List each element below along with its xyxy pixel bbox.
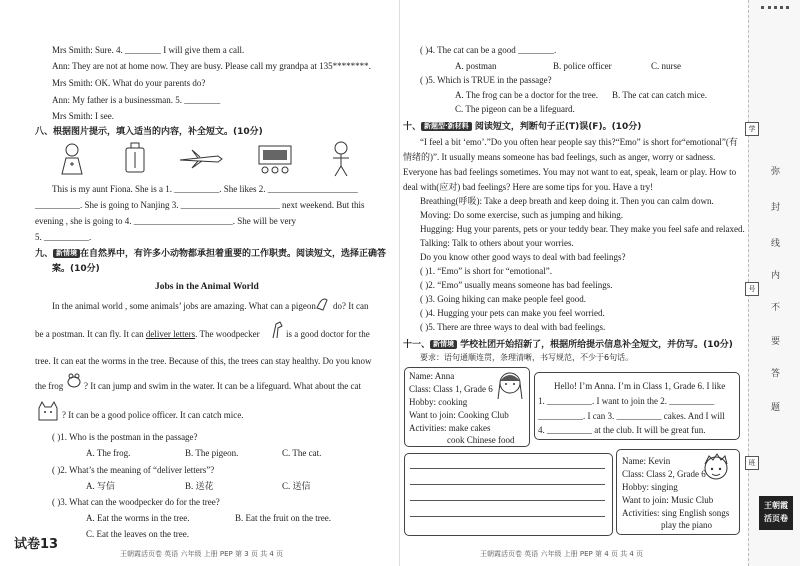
passage-line: deal with(应对) bad feelings? Here are some tips for you. Have a try!: [403, 182, 654, 192]
card-line: Activities: make cakes: [409, 423, 491, 433]
tf-question: ( )2. “Emo” usually means someone has bad feelings.: [420, 280, 613, 290]
strip-box: 学: [745, 122, 759, 136]
passage-line: be a postman. It can fly. It can deliver letters. The woodpecker: [35, 329, 260, 339]
card-line: Hobby: cooking: [409, 397, 468, 407]
section-10-title: 十、 新题型·新材料 阅读短文，判断句子正(T)误(F)。(10分): [403, 122, 642, 132]
passage-heading: Jobs in the Animal World: [155, 282, 259, 292]
tag-badge: 新情境: [53, 249, 80, 258]
writing-requirement: 要求：语句通顺连贯，条理清晰，书写规范，不少于6句话。: [420, 353, 634, 362]
card-line: Hobby: singing: [622, 482, 678, 492]
writing-line: [410, 484, 605, 485]
kevin-avatar-icon: [700, 452, 732, 486]
tf-question: ( )5. There are three ways to deal with bad feelings.: [420, 322, 606, 332]
sec8-line: This is my aunt Fiona. She is a 1. __________. She likes 2. ____________________: [52, 184, 358, 194]
dialog-line: Ann: My father is a businessman. 5. ________: [52, 95, 221, 105]
seal-char: 要: [771, 337, 781, 347]
question: ( )5. Which is TRUE in the passage?: [420, 75, 552, 85]
writing-line: [410, 468, 605, 469]
pigeon-icon: [315, 294, 329, 312]
option: C. The pigeon can be a lifeguard.: [455, 104, 575, 114]
option: A. postman: [455, 61, 497, 71]
card-line: Name: Anna: [409, 371, 455, 381]
passage-line: __________. I can 3. __________ cakes. And I will: [538, 411, 725, 421]
plane-icon: [178, 148, 224, 170]
passage-line: do? It can: [333, 301, 369, 311]
anna-avatar-icon: [496, 369, 524, 403]
option: C. The cat.: [282, 448, 322, 458]
question: ( )1. Who is the postman in the passage?: [52, 432, 198, 442]
passage-line: tree. It can eat the worms in the tree. Because of this, the trees can stay healthy. Do you know: [35, 356, 372, 366]
option: A. The frog can be a doctor for the tree.: [455, 90, 599, 100]
passage-line: ? It can be a good police officer. It can catch mice.: [62, 410, 244, 420]
cinema-icon: [255, 142, 295, 176]
passage-line: Talking: Talk to others about your worries.: [420, 238, 574, 248]
tag-badge: 新题型·新材料: [421, 122, 472, 131]
passage-line: 4. __________ at the club. It will be great fun.: [538, 425, 706, 435]
writing-area[interactable]: [404, 453, 613, 536]
passage-line: “I feel a bit ‘emo’.”Do you often hear people say this?“Emo” is short for“emotional”(有: [420, 137, 738, 147]
option: B. The cat can catch mice.: [612, 90, 708, 100]
card-line: Activities: sing English songs: [622, 508, 730, 518]
footer-text: 王朝霞活页卷 英语 六年级 上册 PEP 第 3 页 共 4 页: [120, 550, 284, 558]
tf-question: ( )3. Going hiking can make people feel good.: [420, 294, 586, 304]
option: A. Eat the worms in the tree.: [86, 513, 190, 523]
cat-icon: [35, 400, 61, 422]
section-8-title: 八、根据图片提示，填入适当的内容，补全短文。(10分): [35, 127, 263, 137]
tag-badge: 新情境: [430, 340, 457, 349]
seal-char: 题: [771, 403, 781, 413]
passage-line: Moving: Do some exercise, such as jumping and hiking.: [420, 210, 623, 220]
passage-line: In the animal world , some animals’ jobs are amazing. What can a pigeon: [52, 301, 316, 311]
nurse-icon: [52, 142, 92, 176]
passage-line: Breathing(呼吸): Take a deep breath and keep doing it. Then you can calm down.: [420, 196, 714, 206]
seal-char: 封: [771, 203, 781, 213]
happy-girl-icon: [328, 140, 354, 178]
tf-question: ( )4. Hugging your pets can make you feel worried.: [420, 308, 605, 318]
frog-icon: [66, 370, 82, 390]
dialog-line: Mrs Smith: OK. What do your parents do?: [52, 78, 206, 88]
option: C. nurse: [651, 61, 681, 71]
passage-line: is a good doctor for the: [286, 329, 370, 339]
page-number-badge: 试卷13: [14, 537, 59, 552]
passage-line: the frog: [35, 381, 64, 391]
strip-box: 号: [745, 282, 759, 296]
seal-char: 弥: [771, 167, 781, 177]
section-9-title: 九、 新情境 在自然界中，有许多小动物都承担着重要的工作职责。阅读短文，选择正确答: [35, 249, 387, 259]
seal-char: 线: [771, 239, 781, 249]
tf-question: ( )1. “Emo” is short for “emotional”.: [420, 266, 552, 276]
option: B. The pigeon.: [185, 448, 239, 458]
seal-char: 答: [771, 369, 781, 379]
option: C. Eat the leaves on the tree.: [86, 529, 189, 539]
writing-line: [410, 500, 605, 501]
option: B. 送花: [185, 481, 214, 491]
sec8-line: 5. __________.: [35, 232, 92, 242]
question: ( )3. What can the woodpecker do for the tree?: [52, 497, 220, 507]
dialog-line: Mrs Smith: Sure. 4. ________ I will give them a call.: [52, 45, 245, 55]
option: C. 送信: [282, 481, 311, 491]
section-9-title-2: 案。(10分): [52, 264, 100, 274]
suitcase-icon: [122, 140, 148, 176]
strip-marks: [761, 6, 789, 13]
binding-strip: [748, 0, 800, 566]
question: ( )4. The cat can be a good ________.: [420, 45, 557, 55]
seal-char: 内: [771, 271, 781, 281]
writing-line: [410, 516, 605, 517]
strip-box: 班: [745, 456, 759, 470]
option: B. Eat the fruit on the tree.: [235, 513, 331, 523]
option: B. police officer: [553, 61, 612, 71]
passage-line: Hugging: Hug your parents, pets or your teddy bear. They make you feel safe and relaxed.: [420, 224, 745, 234]
card-line: cook Chinese food: [447, 435, 515, 445]
page-divider: [399, 0, 400, 566]
sec8-line: evening , she is going to 4. ______________________. She will be very: [35, 216, 296, 226]
dialog-line: Mrs Smith: I see.: [52, 111, 114, 121]
seal-char: 不: [771, 303, 781, 313]
passage-line: Everyone has bad feelings sometimes. You may not want to eat, speak, learn or play. How to: [403, 167, 737, 177]
dialog-line: Ann: They are not at home now. They are busy. Please call my grandpa at 135********.: [52, 61, 371, 71]
option: A. 写信: [86, 481, 115, 491]
passage-line: 情绪的)”. It usually means someone has bad feelings, such as anger, worry or sadness.: [403, 152, 716, 162]
brand-logo: 王朝霞 活页卷: [759, 496, 793, 530]
option: A. The frog.: [86, 448, 131, 458]
footer-text: 王朝霞活页卷 英语 六年级 上册 PEP 第 4 页 共 4 页: [480, 550, 644, 558]
card-line: Want to join: Cooking Club: [409, 410, 509, 420]
card-line: Class: Class 1, Grade 6: [409, 384, 493, 394]
sec8-line: __________. She is going to Nanjing 3. ______________________ next weekend. But this: [35, 200, 365, 210]
passage-line: 1. __________. I want to join the 2. __________: [538, 396, 715, 406]
card-line: play the piano: [661, 520, 712, 530]
card-line: Name: Kevin: [622, 456, 671, 466]
section-11-title: 十一、 新情境 学校社团开始招新了，根据所给提示信息补全短文，并仿写。(10分): [403, 340, 733, 350]
passage-line: Do you know other good ways to deal with bad feelings?: [420, 252, 626, 262]
passage-line: Hello! I’m Anna. I’m in Class 1, Grade 6. I like: [554, 381, 726, 391]
passage-line: ? It can jump and swim in the water. It can be a lifeguard. What about the cat: [84, 381, 361, 391]
card-line: Class: Class 2, Grade 6: [622, 469, 706, 479]
question: ( )2. What’s the meaning of “deliver letters”?: [52, 465, 215, 475]
card-line: Want to join: Music Club: [622, 495, 714, 505]
woodpecker-icon: [270, 320, 284, 340]
